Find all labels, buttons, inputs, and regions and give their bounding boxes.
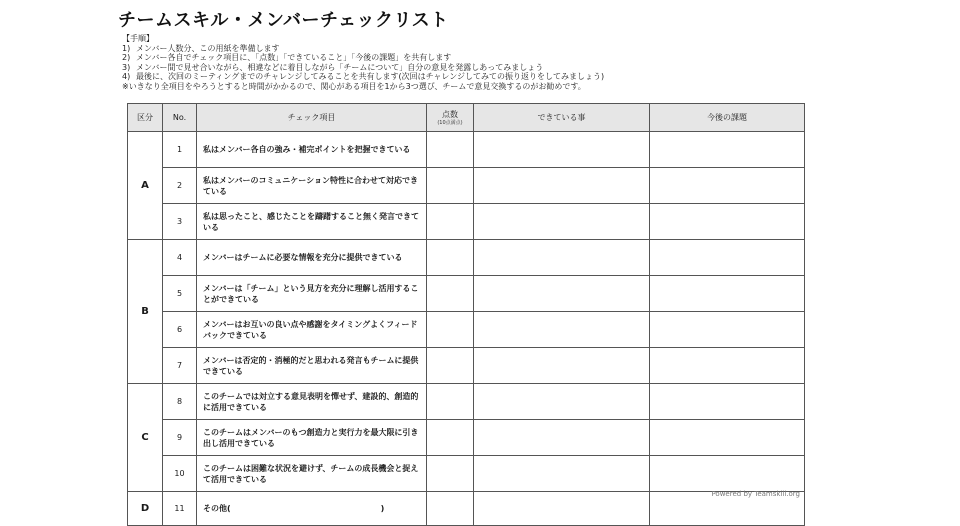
- item-number: 10: [163, 456, 197, 492]
- note-text: ※いきなり全項目をやろうとすると時間がかかるので、関心がある項目を1から3つ選び、チームで意見交換するのがお勧めです。: [122, 81, 586, 91]
- step-number: 2): [122, 53, 131, 63]
- done-cell[interactable]: [474, 348, 650, 384]
- other-close-paren: ): [380, 504, 385, 513]
- item-number: 7: [163, 348, 197, 384]
- issue-cell[interactable]: [650, 240, 805, 276]
- item-number: 5: [163, 276, 197, 312]
- item-number: 2: [163, 168, 197, 204]
- done-cell[interactable]: [474, 204, 650, 240]
- check-item-text: 私はメンバー各自の強み・補完ポイントを把握できている: [197, 132, 427, 168]
- done-cell[interactable]: [474, 492, 650, 526]
- done-cell[interactable]: [474, 456, 650, 492]
- issue-cell[interactable]: [650, 204, 805, 240]
- issue-cell[interactable]: [650, 348, 805, 384]
- header-issue: 今後の課題: [650, 104, 805, 132]
- item-number: 1: [163, 132, 197, 168]
- check-item-text: 私は思ったこと、感じたことを躊躇すること無く発言できている: [197, 204, 427, 240]
- check-item-text: [197, 492, 427, 526]
- done-cell[interactable]: [474, 132, 650, 168]
- table-row: [128, 132, 805, 168]
- table-row: [128, 204, 805, 240]
- step-item: [122, 53, 812, 63]
- check-item-text: このチームはメンバーのもつ創造力と実行力を最大限に引き出し活用できている: [197, 420, 427, 456]
- table-row: [128, 384, 805, 420]
- score-cell[interactable]: [427, 312, 474, 348]
- header-item: チェック項目: [197, 104, 427, 132]
- step-item: [122, 72, 812, 82]
- item-number: 9: [163, 420, 197, 456]
- score-cell[interactable]: [427, 492, 474, 526]
- item-number: 11: [163, 492, 197, 526]
- step-number: 3): [122, 62, 131, 72]
- step-text: 最後に、次回のミーティングまでのチャレンジしてみることを共有します(次回はチャレンジしてみての振り返りをしてみましょう): [136, 72, 605, 82]
- done-cell[interactable]: [474, 384, 650, 420]
- step-text: メンバー人数分、この用紙を準備します: [136, 43, 280, 53]
- table-row: [128, 276, 805, 312]
- item-number: 6: [163, 312, 197, 348]
- header-score: [427, 104, 474, 132]
- issue-cell[interactable]: [650, 312, 805, 348]
- other-item: [203, 503, 420, 514]
- step-item: [122, 44, 812, 54]
- page-title: チームスキル・メンバーチェックリスト: [118, 10, 449, 31]
- instructions: [122, 34, 812, 92]
- score-cell[interactable]: [427, 204, 474, 240]
- header-done: できている事: [474, 104, 650, 132]
- table-row: [128, 312, 805, 348]
- step-text: メンバー間で見せ合いながら、相違などに着目しながら「チームについて」自分の意見を発露しあってみましょう: [136, 62, 544, 72]
- item-number: 4: [163, 240, 197, 276]
- table-body: [128, 132, 805, 526]
- score-cell[interactable]: [427, 168, 474, 204]
- check-item-text: メンバーはお互いの良い点や感謝をタイミングよくフィードバックできている: [197, 312, 427, 348]
- item-number: 8: [163, 384, 197, 420]
- table-row: [128, 492, 805, 526]
- score-cell[interactable]: [427, 420, 474, 456]
- category-cell: D: [128, 492, 163, 526]
- category-cell: B: [128, 240, 163, 384]
- table-header-row: [128, 104, 805, 132]
- check-item-text: 私はメンバーのコミュニケーション特性に合わせて対応できている: [197, 168, 427, 204]
- category-cell: A: [128, 132, 163, 240]
- other-label: その他(: [203, 504, 231, 513]
- issue-cell[interactable]: [650, 420, 805, 456]
- steps-list: [122, 44, 812, 82]
- score-cell[interactable]: [427, 348, 474, 384]
- score-cell[interactable]: [427, 456, 474, 492]
- header-category: 区分: [128, 104, 163, 132]
- steps-heading: 【手順】: [122, 34, 154, 43]
- step-text: メンバー各自でチェック項目に、「点数」「できていること」「今後の課題」を共有します: [136, 53, 452, 63]
- header-score-sub: (10点満点): [437, 120, 463, 126]
- check-item-text: メンバーは「チーム」という見方を充分に理解し活用することができている: [197, 276, 427, 312]
- check-item-text: このチームでは対立する意見表明を憚せず、建設的、創造的に活用できている: [197, 384, 427, 420]
- table-row: [128, 168, 805, 204]
- score-cell[interactable]: [427, 240, 474, 276]
- issue-cell[interactable]: [650, 456, 805, 492]
- table-row: [128, 456, 805, 492]
- table-row: [128, 420, 805, 456]
- step-item: [122, 63, 812, 73]
- step-number: 1): [122, 43, 131, 53]
- check-item-text: メンバーは否定的・消極的だと思われる発言もチームに提供できている: [197, 348, 427, 384]
- done-cell[interactable]: [474, 240, 650, 276]
- score-cell[interactable]: [427, 384, 474, 420]
- header-score-label: 点数: [442, 110, 458, 119]
- item-number: 3: [163, 204, 197, 240]
- table-row: [128, 240, 805, 276]
- done-cell[interactable]: [474, 420, 650, 456]
- issue-cell[interactable]: [650, 384, 805, 420]
- step-number: 4): [122, 72, 131, 82]
- done-cell[interactable]: [474, 168, 650, 204]
- done-cell[interactable]: [474, 276, 650, 312]
- issue-cell[interactable]: [650, 276, 805, 312]
- issue-cell[interactable]: [650, 168, 805, 204]
- table-row: [128, 348, 805, 384]
- score-cell[interactable]: [427, 276, 474, 312]
- category-cell: C: [128, 384, 163, 492]
- footer-credit: Powered by Teamskill.org: [711, 490, 800, 498]
- score-cell[interactable]: [427, 132, 474, 168]
- checklist-table: [127, 103, 805, 526]
- done-cell[interactable]: [474, 312, 650, 348]
- check-item-text: このチームは困難な状況を避けず、チームの成長機会と捉えて活用できている: [197, 456, 427, 492]
- issue-cell[interactable]: [650, 132, 805, 168]
- check-item-text: メンバーはチームに必要な情報を充分に提供できている: [197, 240, 427, 276]
- header-no: No.: [163, 104, 197, 132]
